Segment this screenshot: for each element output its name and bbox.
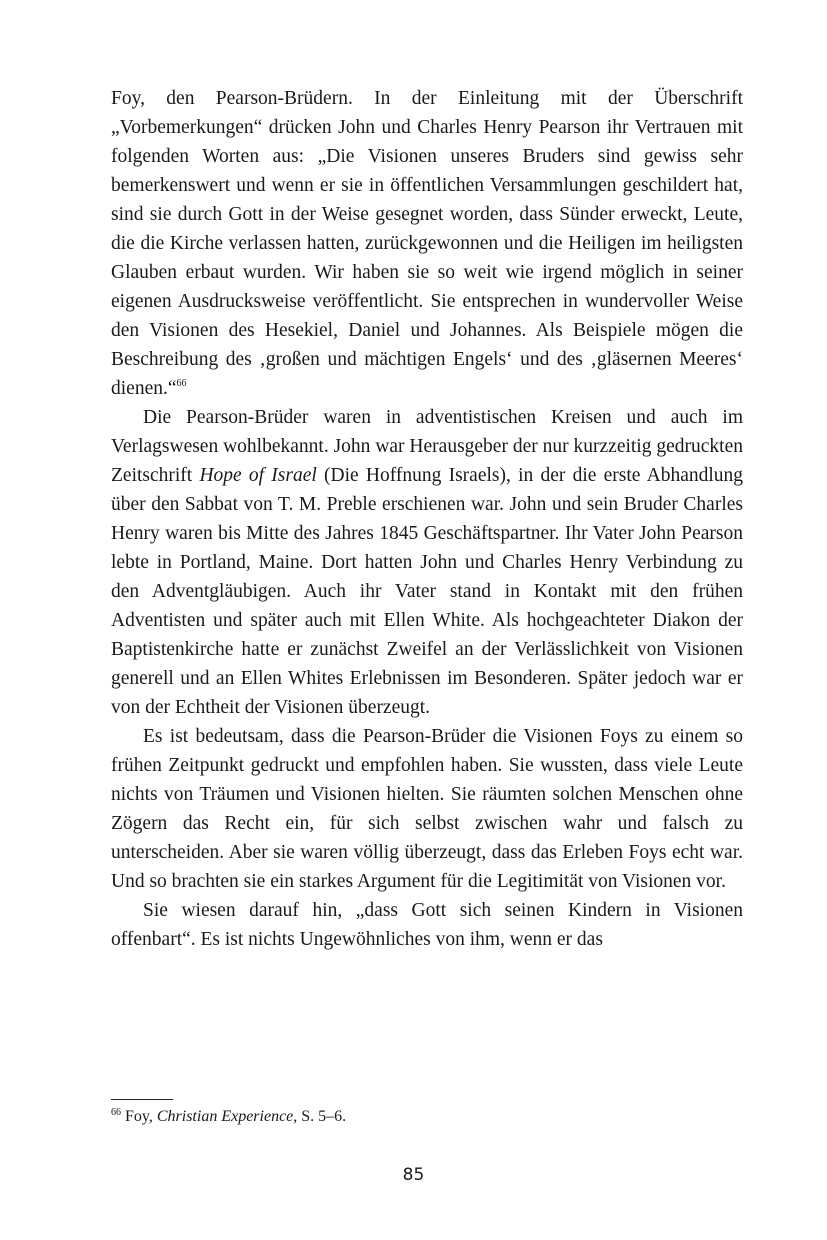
paragraph-2: [111, 403, 743, 722]
paragraph-3-text: Es ist bedeutsam, dass die Pearson-Brüder die Visionen Foys zu einem so frühen Zeitpunkt gedruckt und empfohlen haben. Sie wussten, dass viele Leute nichts von Träumen und Visionen hielten. Sie räumten solchen Menschen ohne Zögern das Recht ein, für sich selbst zwischen wahr und falsch zu unterscheiden. Aber sie waren völlig überzeugt, dass das Erleben Foys echt war. Und so brachten sie ein starkes Argument für die Legitimität von Visionen vor.: [111, 726, 743, 892]
paragraph-3: [111, 722, 743, 896]
footnote-book-title: Christian Experience: [156, 1108, 294, 1125]
footnote-number: 66: [111, 1107, 121, 1118]
paragraph-4-text: Sie wiesen darauf hin, „dass Gott sich seinen Kindern in Visionen offenbart“. Es ist nichts Ungewöhnliches von ihm, wenn er das: [111, 900, 743, 950]
footnote: [111, 1106, 743, 1128]
footnote-text-before: Foy,: [125, 1108, 157, 1125]
paragraph-4: [111, 896, 743, 954]
paragraph-1-text: Foy, den Pearson-Brüdern. In der Einleitung mit der Überschrift „Vorbemerkungen“ drücken John und Charles Henry Pearson ihr Vertrauen mit folgenden Worten aus: „Die Visionen unseres Bruders sind gewiss sehr bemerkenswert und wenn er sie in öffentlichen Versammlungen geschildert hat, sind sie durch Gott in der Weise gesegnet worden, dass Sünder erweckt, Leute, die die Kirche verlassen hatten, zurückgewonnen und die Heiligen im heiligsten Glauben erbaut wurden. Wir haben sie so weit wie irgend möglich in seiner eigenen Ausdrucksweise veröffentlicht. Sie entsprechen in wundervoller Weise den Visionen des Hesekiel, Daniel und Johannes. Als Beispiele mögen die Beschreibung des ‚großen und mächtigen Engels‘ und des ‚gläsernen Meeres‘ dienen.“: [111, 88, 743, 399]
journal-title: Hope of Israel: [199, 465, 317, 486]
page-body: [111, 84, 743, 954]
footnote-text-after: , S. 5–6.: [293, 1108, 347, 1125]
paragraph-2-text-before: Die Pearson-Brüder waren in adventistischen Kreisen und auch im Verlagswesen wohlbekannt. John war Herausgeber der nur kurzzeitig gedruckten Zeitschrift: [111, 407, 743, 486]
page-number: 85: [402, 1165, 425, 1185]
footnote-ref-66[interactable]: 66: [176, 378, 187, 389]
footnote-divider: [111, 1099, 173, 1100]
paragraph-1: [111, 84, 743, 403]
paragraph-2-text-after: (Die Hoffnung Israels), in der die erste Abhandlung über den Sabbat von T. M. Preble erschienen war. John und sein Bruder Charles Henry waren bis Mitte des Jahres 1845 Geschäftspartner. Ihr Vater John Pearson lebte in Portland, Maine. Dort hatten John und Charles Henry Verbindung zu den Adventgläubigen. Auch ihr Vater stand in Kontakt mit den frühen Adventisten und später auch mit Ellen White. Als hochgeachteter Diakon der Baptistenkirche hatte er zunächst Zweifel an der Verlässlichkeit von Visionen generell und an Ellen Whites Erlebnissen im Besonderen. Später jedoch war er von der Echtheit der Visionen überzeugt.: [111, 465, 744, 718]
